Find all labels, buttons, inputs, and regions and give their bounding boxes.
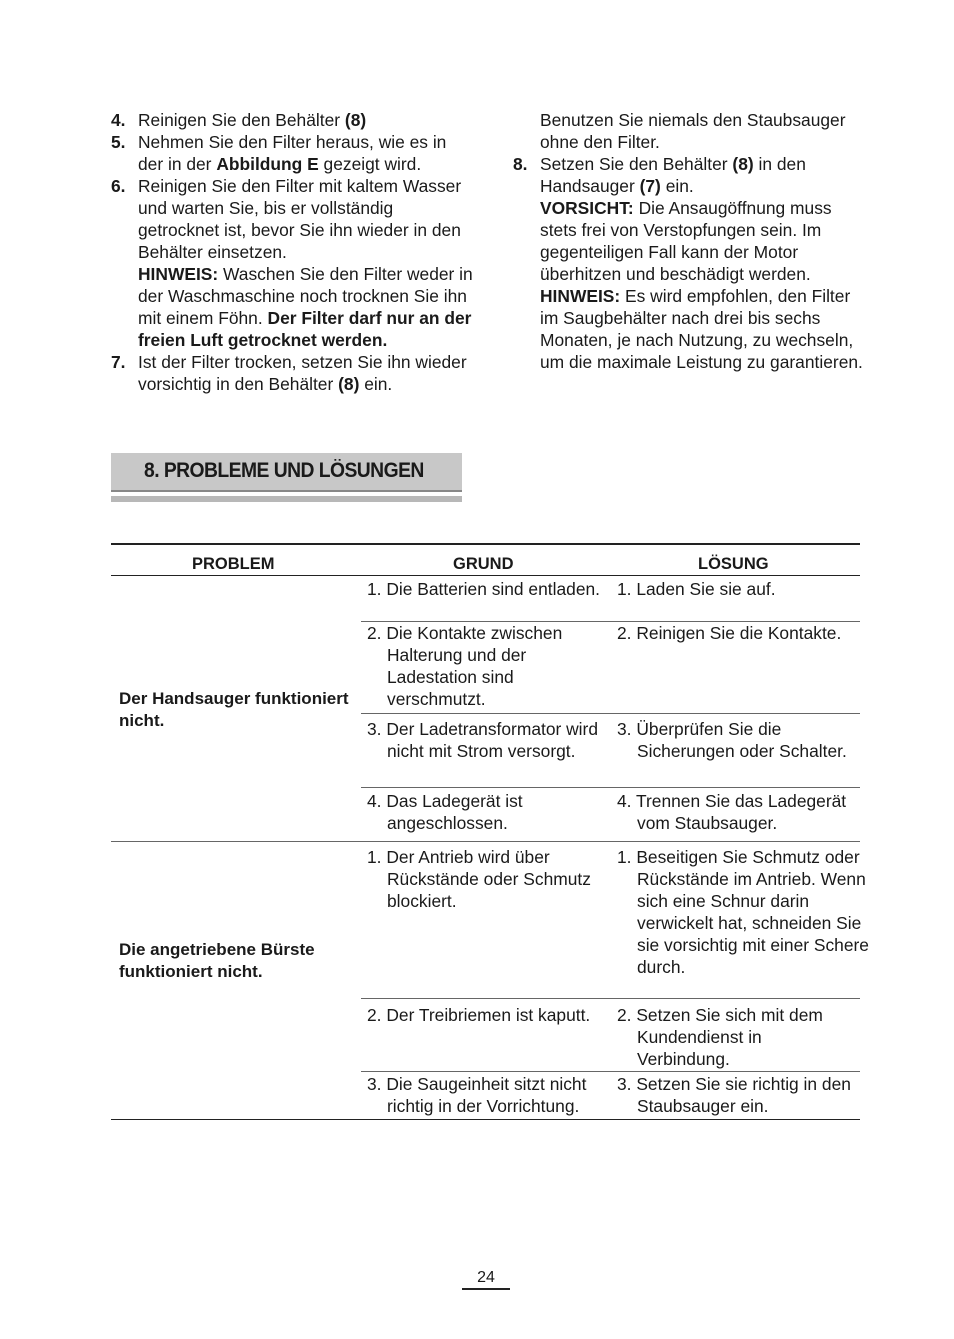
table-top-rule [111,543,860,545]
step-number: 8. [513,154,528,174]
solution-cell: 3. Setzen Sie sie richtig in den Staubsauger ein. [617,1074,851,1116]
solution-cell: 2. Reinigen Sie die Kontakte. [617,623,842,643]
step-text-part: in den Handsauger [540,154,806,196]
step-text-part: Setzen Sie den Behälter [540,154,733,174]
step-number: 5. [111,132,126,152]
cause-cell: 3. Der Ladetransformator wird nicht mit Strom versorgt. [367,719,599,761]
note-label: HINWEIS: [138,264,219,284]
step-text: Nehmen Sie den Filter heraus, wie es in der in der [138,132,447,174]
section-title: 8. PROBLEME UND LÖSUNGEN [144,459,424,482]
step-number: 6. [111,176,126,196]
note-label: HINWEIS: [540,286,621,306]
page-number: 24 [462,1269,510,1290]
step-text: Ist der Filter trocken, setzen Sie ihn wieder vorsichtig in den Behälter [138,352,467,394]
problem-handsauger: Der Handsauger funktioniert nicht. [119,689,349,730]
solution-cell: 1. Beseitigen Sie Schmutz oder Rückstände im Antrieb. Wenn sich eine Schnur darin verwickelt hat, schneiden Sie sie vorsichtig mit einer Schere durch. [617,847,869,977]
section-heading [111,453,462,492]
step-6 [111,175,476,351]
table-bottom-rule [111,1119,860,1120]
part-reference: (8) [344,110,367,130]
solution-cell: 2. Setzen Sie sich mit dem Kundendienst in Verbindung. [617,1005,823,1069]
cause-cell: 2. Der Treibriemen ist kaputt. [367,1005,591,1025]
step-5 [111,131,476,175]
caution-text: Die Ansaugöffnung muss stets frei von Verstopfungen sein. Im gegenteiligen Fall kann der Motor überhitzen und beschädigt werden. [540,198,832,284]
step-text [540,153,873,197]
header-problem: PROBLEM [192,555,275,573]
cause-cell: 1. Der Antrieb wird über Rückstände oder Schmutz blockiert. [367,847,591,911]
note-text: Waschen Sie den Filter weder in der Waschmaschine noch trocknen Sie ihn mit einem Föhn. [138,264,473,328]
step-text: Reinigen Sie den Behälter [138,110,345,130]
part-reference: (7) [639,176,661,196]
left-column [111,109,476,395]
note-text: Es wird empfohlen, den Filter im Saugbehälter nach drei bis sechs Monaten, je nach Nutzung, zu wechseln, um die maximale Leistung zu garantieren. [540,286,863,372]
cause-cell: 3. Die Saugeinheit sitzt nicht richtig in der Vorrichtung. [367,1074,587,1116]
row-divider [361,787,860,788]
step-4 [111,109,476,131]
heading-underbar [111,496,462,502]
step-7 [111,351,476,395]
step-text-part: ein. [660,176,694,196]
header-rule [111,575,860,576]
solution-cell: 4. Trennen Sie das Ladegerät vom Staubsauger. [617,791,847,833]
row-divider [361,998,860,999]
group-divider [111,841,860,842]
step-number: 4. [111,110,126,130]
figure-reference: Abbildung E [216,154,319,174]
header-cause: GRUND [453,555,514,573]
caution [540,197,873,285]
cause-cell: 2. Die Kontakte zwischen Halterung und der Ladestation sind verschmutzt. [367,623,563,709]
step-text: gezeigt wird. [318,154,422,174]
step-8 [513,153,873,373]
step-text: ein. [359,374,393,394]
step-text: Reinigen Sie den Filter mit kaltem Wasser und warten Sie, bis er vollständig getrocknet ist, bevor Sie ihn wieder in den Behälter einsetzen. [138,176,462,262]
right-column [513,109,873,373]
solution-cell: 1. Laden Sie sie auf. [617,579,776,599]
solution-cell: 3. Überprüfen Sie die Sicherungen oder Schalter. [617,719,847,761]
row-divider [361,1071,860,1072]
cause-cell: 4. Das Ladegerät ist angeschlossen. [367,791,523,833]
note [540,285,873,373]
cause-cell: 1. Die Batterien sind entladen. [367,579,600,599]
row-divider [361,713,860,714]
caution-label: VORSICHT: [540,198,634,218]
note-emphasis: Der Filter darf nur an der freien Luft getrocknet werden. [138,308,472,350]
step-number: 7. [111,352,126,372]
part-reference: (8) [338,374,360,394]
filter-warning: Benutzen Sie niemals den Staubsauger ohne den Filter. [540,110,846,152]
problem-buerste: Die angetriebene Bürste funktioniert nicht. [119,940,315,981]
note [138,263,476,351]
part-reference: (8) [732,154,754,174]
header-solution: LÖSUNG [698,555,769,573]
